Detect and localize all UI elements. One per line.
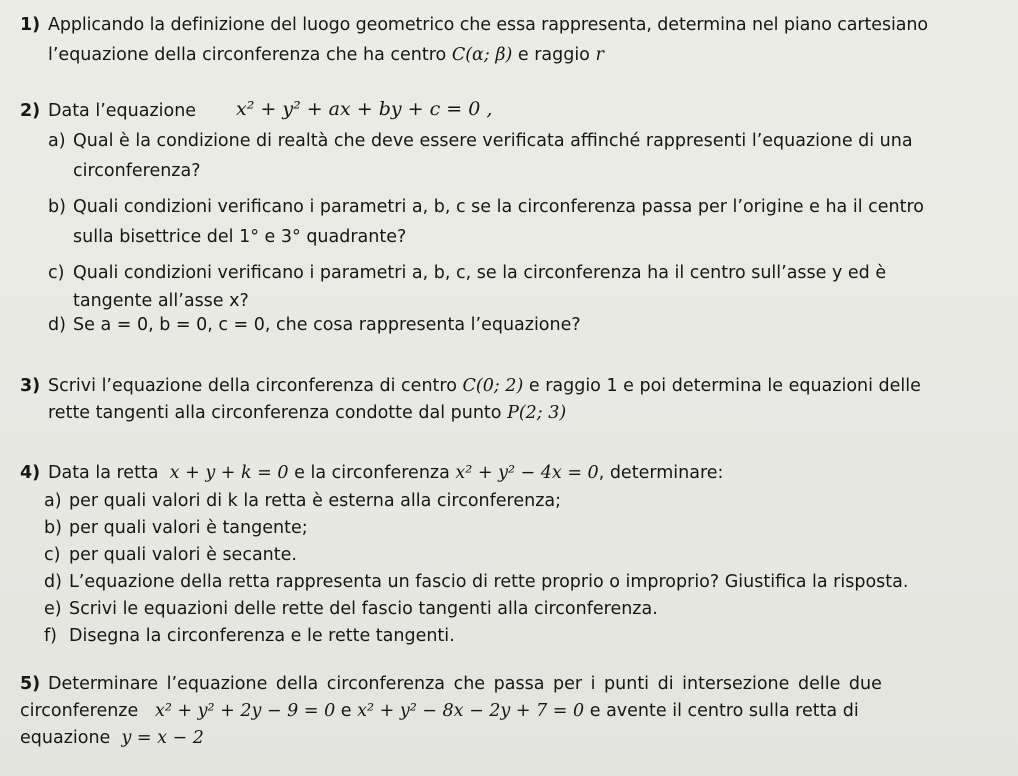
exercise-4c-label: c) <box>44 545 61 565</box>
exercise-4f-text: Disegna la circonferenza e le rette tangenti. <box>69 626 455 646</box>
center-notation: C(α; β) <box>451 45 513 65</box>
exercise-4b-label: b) <box>44 518 62 538</box>
exercise-4-intro-a: Data la retta <box>48 463 159 483</box>
exercise-2b-line-2: sulla bisettrice del 1° e 3° quadrante? <box>73 227 407 247</box>
exercise-3-line-1 <box>48 375 921 397</box>
exercise-4d-label: d) <box>44 572 62 592</box>
exercise-4-number: 4) <box>20 463 41 483</box>
exercise-2b-label: b) <box>48 197 66 217</box>
exercise-4f-label: f) <box>44 626 57 646</box>
exercise-5-line-2 <box>20 700 859 722</box>
exercise-4-intro-b: e la circonferenza <box>294 463 450 483</box>
exercise-5-line-1: Determinare l’equazione della circonferenza che passa per i punti di intersezione delle due <box>48 674 882 694</box>
exercise-5-line-2-b: e avente il centro sulla retta di <box>589 701 859 721</box>
exercise-5-conjunction: e <box>340 701 352 721</box>
exercise-5-equation-2: x² + y² − 8x − 2y + 7 = 0 <box>357 701 585 721</box>
exercise-1-line-1: Applicando la definizione del luogo geometrico che essa rappresenta, determina nel piano cartesiano <box>48 15 928 35</box>
exercise-1-line-2-tail: e raggio <box>517 45 590 65</box>
exercise-2c-line-1: Quali condizioni verificano i parametri a, b, c, se la circonferenza ha il centro sull’asse y ed è <box>73 263 887 283</box>
exercise-3-line-2-a: rette tangenti alla circonferenza condotte dal punto <box>48 403 502 423</box>
exercise-1-line-2-text: l’equazione della circonferenza che ha centro <box>48 45 447 65</box>
exercise-2-number: 2) <box>20 101 41 121</box>
exercise-2a-line-1: Qual è la condizione di realtà che deve essere verificata affinché rappresenti l’equazione di una <box>73 131 913 151</box>
exercise-4-line-equation: x + y + k = 0 <box>169 463 289 483</box>
exercise-2b-line-1: Quali condizioni verificano i parametri a, b, c se la circonferenza passa per l’origine e ha il centro <box>73 197 924 217</box>
exercise-4a-text: per quali valori di k la retta è esterna alla circonferenza; <box>69 491 562 511</box>
exercise-2-intro: Data l’equazione <box>48 101 197 121</box>
exercise-5-equation-3: y = x − 2 <box>121 728 204 748</box>
exercise-4-intro <box>48 462 723 484</box>
exercise-3-center: C(0; 2) <box>462 376 524 396</box>
exercise-5-line-3 <box>20 727 204 749</box>
exercise-4e-text: Scrivi le equazioni delle rette del fascio tangenti alla circonferenza. <box>69 599 658 619</box>
exercise-4-intro-c: , determinare: <box>598 463 724 483</box>
exercise-3-line-1-b: e raggio 1 e poi determina le equazioni delle <box>528 376 921 396</box>
exercise-5-line-2-a: circonferenze <box>20 701 139 721</box>
exercise-2d-text: Se a = 0, b = 0, c = 0, che cosa rappresenta l’equazione? <box>73 315 581 335</box>
exercise-5-equation-1: x² + y² + 2y − 9 = 0 <box>154 701 336 721</box>
exercise-3-number: 3) <box>20 376 41 396</box>
exercise-5-line-3-a: equazione <box>20 728 111 748</box>
exercise-1-line-2 <box>48 44 604 66</box>
exercise-2-equation: x² + y² + ax + by + c = 0 , <box>236 98 493 120</box>
exercise-3-line-2 <box>48 402 566 424</box>
exercise-2a-label: a) <box>48 131 66 151</box>
exercise-4e-label: e) <box>44 599 62 619</box>
exercise-4a-label: a) <box>44 491 62 511</box>
exercise-4-circle-equation: x² + y² − 4x = 0 <box>455 463 599 483</box>
exercise-3-point: P(2; 3) <box>507 403 567 423</box>
radius-symbol: r <box>595 45 604 65</box>
exercise-2c-line-2: tangente all’asse x? <box>73 291 249 311</box>
exercise-3-line-1-a: Scrivi l’equazione della circonferenza di centro <box>48 376 457 396</box>
exercise-2d-label: d) <box>48 315 66 335</box>
exercise-2c-label: c) <box>48 263 65 283</box>
exercise-1-number: 1) <box>20 15 41 35</box>
exercise-4d-text: L’equazione della retta rappresenta un fascio di rette proprio o improprio? Giustifica la risposta. <box>69 572 909 592</box>
exercise-5-number: 5) <box>20 674 41 694</box>
exercise-2a-line-2: circonferenza? <box>73 161 201 181</box>
exercise-4c-text: per quali valori è secante. <box>69 545 297 565</box>
exercise-4b-text: per quali valori è tangente; <box>69 518 308 538</box>
